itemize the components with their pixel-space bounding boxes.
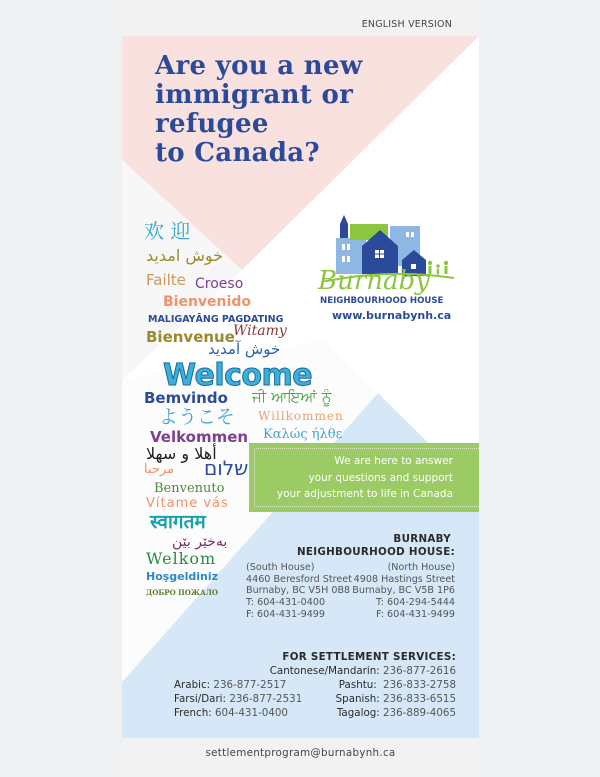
welcome-word: स्वागतम (150, 511, 206, 533)
settlement-services-title: FOR SETTLEMENT SERVICES: (282, 651, 456, 663)
welcome-word: Witamy (233, 323, 287, 339)
settlement-line-spanish (336, 693, 456, 705)
welcome-word: ようこそ (159, 406, 236, 428)
phone-number[interactable]: T: 604-294-5444 (375, 597, 455, 609)
language-label: Pashtu: (338, 679, 377, 691)
headline (155, 52, 363, 168)
burnaby-neighbourhood-house-logo[interactable] (318, 212, 456, 322)
welcome-word: خوش امدید (146, 246, 224, 265)
settlement-line-cantonese-mandarin (270, 665, 456, 677)
language-label: Cantonese/Mandarin: (269, 665, 380, 677)
welcome-word: Welcome (163, 358, 313, 393)
flyer-card (122, 0, 479, 777)
headline-line: refugee (155, 109, 269, 139)
website-link[interactable]: www.burnabynh.ca (332, 309, 452, 322)
phone-number[interactable]: 604-431-0400 (214, 707, 288, 719)
welcome-word: أهلا و سهلا (146, 444, 217, 463)
language-label: Farsi/Dari: (174, 693, 227, 705)
settlement-line-pashtu (339, 679, 456, 691)
logo-subtitle: NEIGHBOURHOOD HOUSE (320, 296, 444, 306)
tagline-box (249, 443, 479, 512)
settlement-line-french (174, 707, 288, 719)
welcome-word: بەخێر بێن (172, 534, 228, 550)
language-version-label: ENGLISH VERSION (361, 19, 452, 30)
welcome-word: Velkommen (150, 428, 249, 446)
settlement-line-tagalog (337, 707, 456, 719)
organization-name (297, 533, 455, 559)
fax-number: F: 604-431-9499 (375, 608, 455, 620)
language-label: Tagalog: (336, 707, 380, 719)
headline-line: to Canada? (155, 138, 320, 168)
welcome-word: 欢 迎 (144, 219, 191, 243)
tagline-line: your questions and support (308, 471, 453, 484)
welcome-word: MALIGAYĀNG PAGDATING (148, 314, 284, 325)
phone-number[interactable]: 236-833-2758 (383, 679, 456, 691)
address-label: (North House) (387, 562, 455, 573)
phone-number[interactable]: 236-889-4065 (383, 707, 456, 719)
welcome-word: ਜੀ ਆਇਆਂ ਨੂੰ (252, 388, 332, 406)
phone-number[interactable]: 236-833-6515 (383, 693, 456, 705)
welcome-word: Croeso (195, 276, 244, 292)
tagline-line: your adjustment to life in Canada (276, 488, 453, 500)
settlement-line-arabic (174, 679, 286, 691)
address-label: (South House) (246, 562, 315, 573)
settlement-line-farsi-dari (174, 693, 302, 705)
address-street: 4460 Beresford Street (246, 573, 352, 585)
welcome-word: Welkom (146, 549, 217, 568)
logo-name: Burnaby (318, 266, 430, 296)
welcome-word: Benvenuto (154, 481, 225, 496)
language-label: French: (174, 707, 212, 719)
welcome-word: Bienvenue (146, 328, 235, 346)
headline-line: Are you a new (155, 51, 363, 81)
fax-number: F: 604-431-9499 (246, 608, 326, 620)
phone-number[interactable]: 236-877-2517 (213, 679, 287, 691)
welcome-word: ДОБРО ПОЖАЛО (146, 588, 218, 597)
welcome-word: Failte (146, 271, 186, 289)
contact-email[interactable]: settlementprogram@burnabynh.ca (205, 747, 396, 759)
welcome-word: Hoşgeldiniz (146, 570, 219, 583)
welcome-word: Bienvenido (163, 294, 251, 310)
language-label: Arabic: (174, 679, 211, 691)
welcome-word: Willkommen (258, 409, 344, 423)
org-name-line: BURNABY (393, 533, 451, 545)
north-house-address (352, 562, 455, 621)
address-city: Burnaby, BC V5B 1P6 (352, 585, 455, 597)
welcome-word: Καλώς ήλθε (263, 427, 343, 442)
headline-line: immigrant or (155, 80, 354, 110)
tagline-text (277, 453, 453, 503)
welcome-word: مرحبا (144, 462, 175, 477)
welcome-word: Vítame vás (146, 496, 229, 511)
south-house-address (246, 562, 352, 621)
phone-number[interactable]: T: 604-431-0400 (246, 597, 326, 609)
phone-number[interactable]: 236-877-2531 (229, 693, 303, 705)
address-street: 4908 Hastings Street (353, 573, 455, 585)
welcome-word: خوش آمدید (208, 340, 281, 358)
welcome-word: שלום (204, 456, 249, 480)
org-name-line: NEIGHBOURHOOD HOUSE: (297, 546, 455, 558)
address-city: Burnaby, BC V5H 0B8 (246, 585, 351, 597)
welcome-word: Bemvindo (144, 389, 228, 407)
tagline-line: We are here to answer (334, 455, 453, 467)
language-label: Spanish: (335, 693, 380, 705)
phone-number[interactable]: 236-877-2616 (383, 665, 456, 677)
